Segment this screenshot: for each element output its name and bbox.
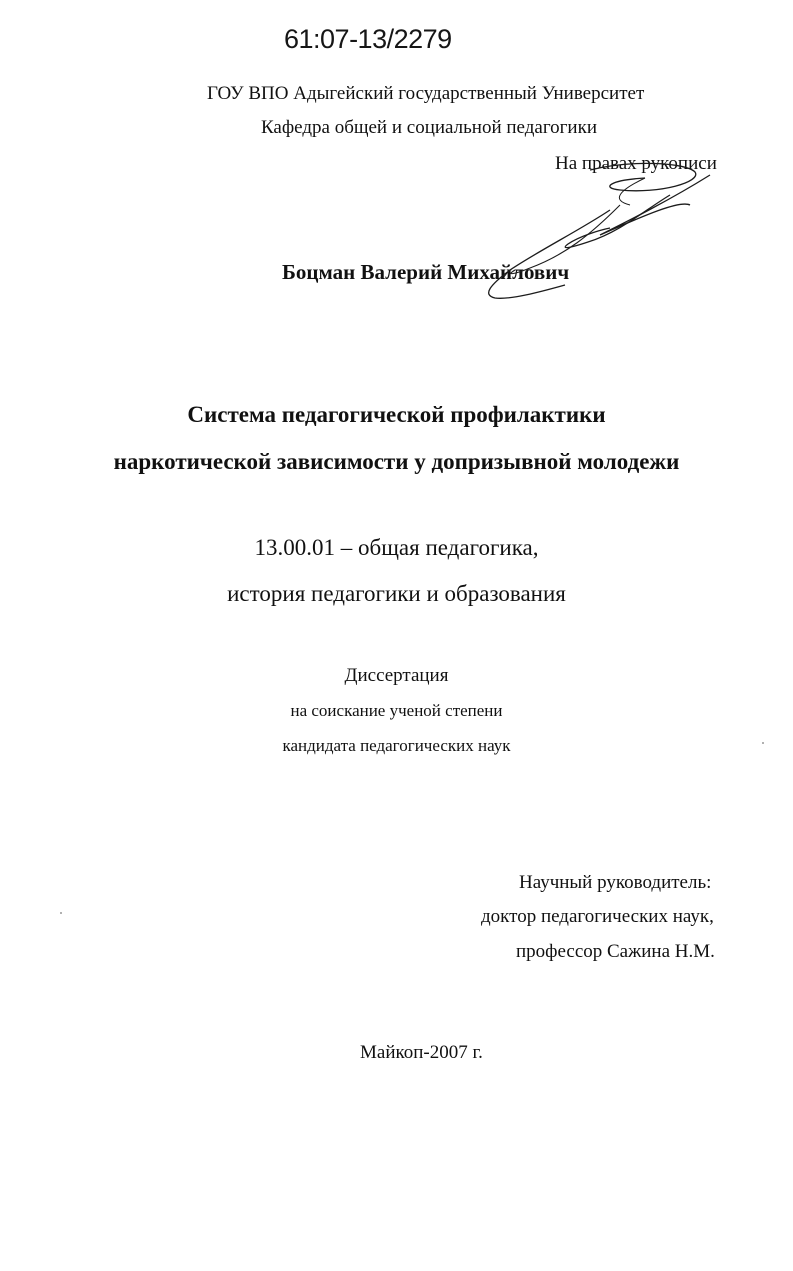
dissertation-title-line-1: Система педагогической профилактики	[187, 402, 606, 427]
catalog-number: 61:07-13/2279	[284, 24, 452, 54]
scan-speck	[60, 912, 62, 914]
dissertation-label: Диссертация	[344, 665, 449, 686]
degree-purpose-line: на соискание ученой степени	[290, 701, 503, 720]
scan-speck	[762, 742, 764, 744]
university-name: ГОУ ВПО Адыгейский государственный Университет	[207, 83, 645, 104]
city-year: Майкоп-2007 г.	[360, 1042, 483, 1063]
supervisor-name: профессор Сажина Н.М.	[516, 941, 715, 962]
supervisor-degree: доктор педагогических наук,	[481, 906, 714, 927]
author-name: Боцман Валерий Михайлович	[282, 260, 570, 284]
degree-name-line: кандидата педагогических наук	[282, 736, 511, 755]
specialty-line-1: 13.00.01 – общая педагогика,	[254, 535, 539, 560]
supervisor-label: Научный руководитель:	[519, 872, 712, 893]
handwritten-signature	[470, 150, 730, 310]
rights-note: На правах рукописи	[555, 153, 717, 174]
dissertation-title-line-2: наркотической зависимости у допризывной молодежи	[113, 449, 680, 474]
specialty-line-2: история педагогики и образования	[227, 581, 566, 606]
department-name: Кафедра общей и социальной педагогики	[261, 117, 597, 138]
